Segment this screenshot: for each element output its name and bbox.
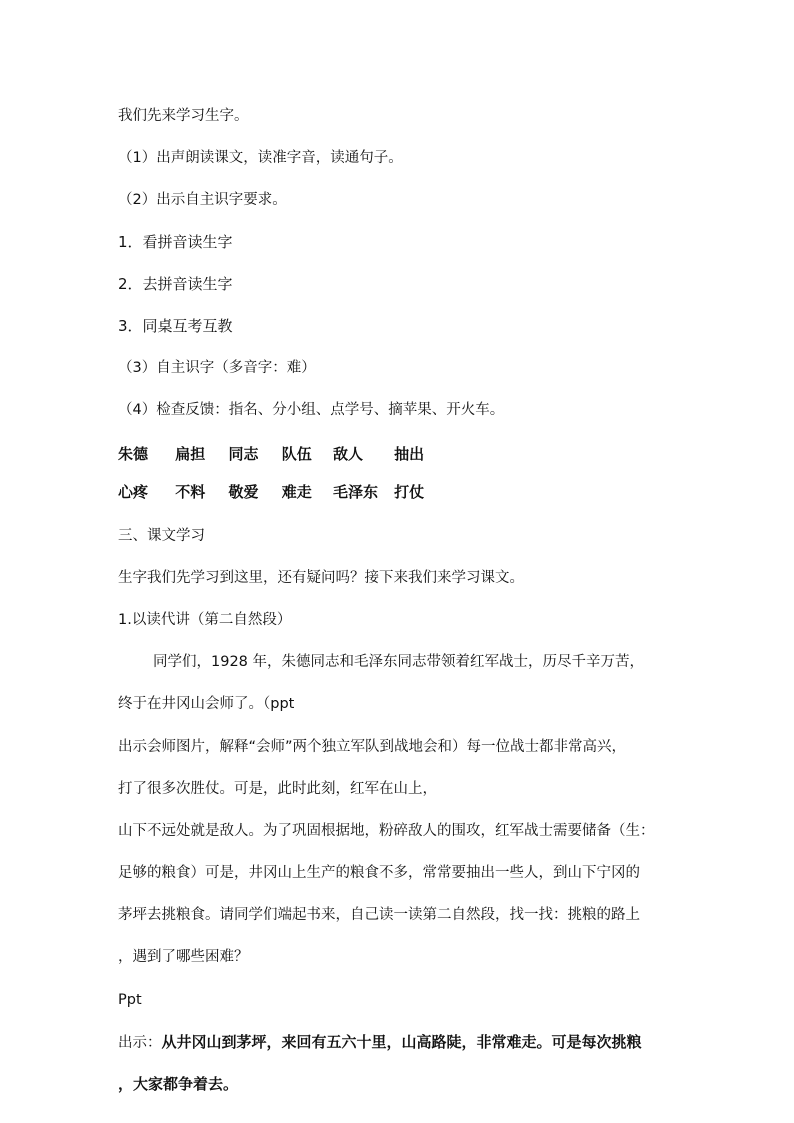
vocab-word: 敬爱: [228, 483, 259, 501]
text-line: 生字我们先学习到这里，还有疑问吗？接下来我们来学习课文。: [118, 570, 524, 586]
vocab-row-2: [118, 481, 424, 502]
paragraph-line: 山下不远处就是敌人。为了巩固根据地，粉碎敌人的围攻，红军战士需要储备（生：: [118, 823, 655, 839]
paragraph-line: ，遇到了哪些困难？: [118, 949, 249, 965]
paragraph-line: 茅坪去挑粮食。请同学们端起书来，自己读一读第二自然段，找一找：挑粮的路上: [118, 907, 640, 923]
list-item: 1．看拼音读生字: [118, 233, 233, 251]
quote-text: 从井冈山到茅坪，来回有五六十里，山高路陡，非常难走。可是每次挑粮: [161, 1033, 642, 1051]
vocab-word: 朱德: [118, 445, 149, 463]
vocab-word: 毛泽东: [332, 483, 378, 501]
vocab-word: 同志: [228, 445, 259, 463]
vocab-word: 难走: [281, 483, 312, 501]
text-line: 我们先来学习生字。: [118, 108, 249, 124]
paragraph-line: 足够的粮食）可是，井冈山上生产的粮食不多，常常要抽出一些人，到山下宁冈的: [118, 865, 640, 881]
list-item: 2．去拼音读生字: [118, 275, 233, 293]
vocab-word: 心疼: [118, 483, 149, 501]
text-line: （2）出示自主识字要求。: [118, 192, 287, 208]
text-line: （3）自主识字（多音字：难）: [118, 360, 316, 376]
list-item: 3．同桌互考互教: [118, 317, 233, 335]
paragraph-line: 打了很多次胜仗。可是，此时此刻，红军在山上，: [118, 781, 437, 797]
text-line: （1）出声朗读课文，读准字音，读通句子。: [118, 150, 403, 166]
paragraph-line: 同学们，1928 年，朱德同志和毛泽东同志带领着红军战士，历尽千辛万苦，: [153, 654, 645, 670]
vocab-word: 不料: [175, 483, 206, 501]
vocab-word: 打仗: [394, 483, 425, 501]
quote-line: ，大家都争着去。: [118, 1075, 239, 1093]
text-line: （4）检查反馈：指名、分小组、点学号、摘苹果、开火车。: [118, 402, 505, 418]
vocab-word: 敌人: [332, 445, 363, 463]
text-line: 1.以读代讲（第二自然段）: [118, 612, 292, 628]
vocab-word: 队伍: [281, 445, 312, 463]
vocab-word: 抽出: [394, 445, 425, 463]
vocab-row-1: [118, 443, 424, 464]
quote-line: [118, 1032, 642, 1053]
paragraph-line: 终于在井冈山会师了。（ppt: [118, 696, 295, 712]
paragraph-line: 出示会师图片，解释“会师”两个独立军队到战地会和）每一位战士都非常高兴，: [118, 739, 627, 755]
vocab-word: 扁担: [175, 445, 206, 463]
ppt-label: Ppt: [118, 992, 142, 1008]
section-heading: 三、课文学习: [118, 528, 205, 544]
show-prefix: 出示：: [118, 1035, 162, 1051]
